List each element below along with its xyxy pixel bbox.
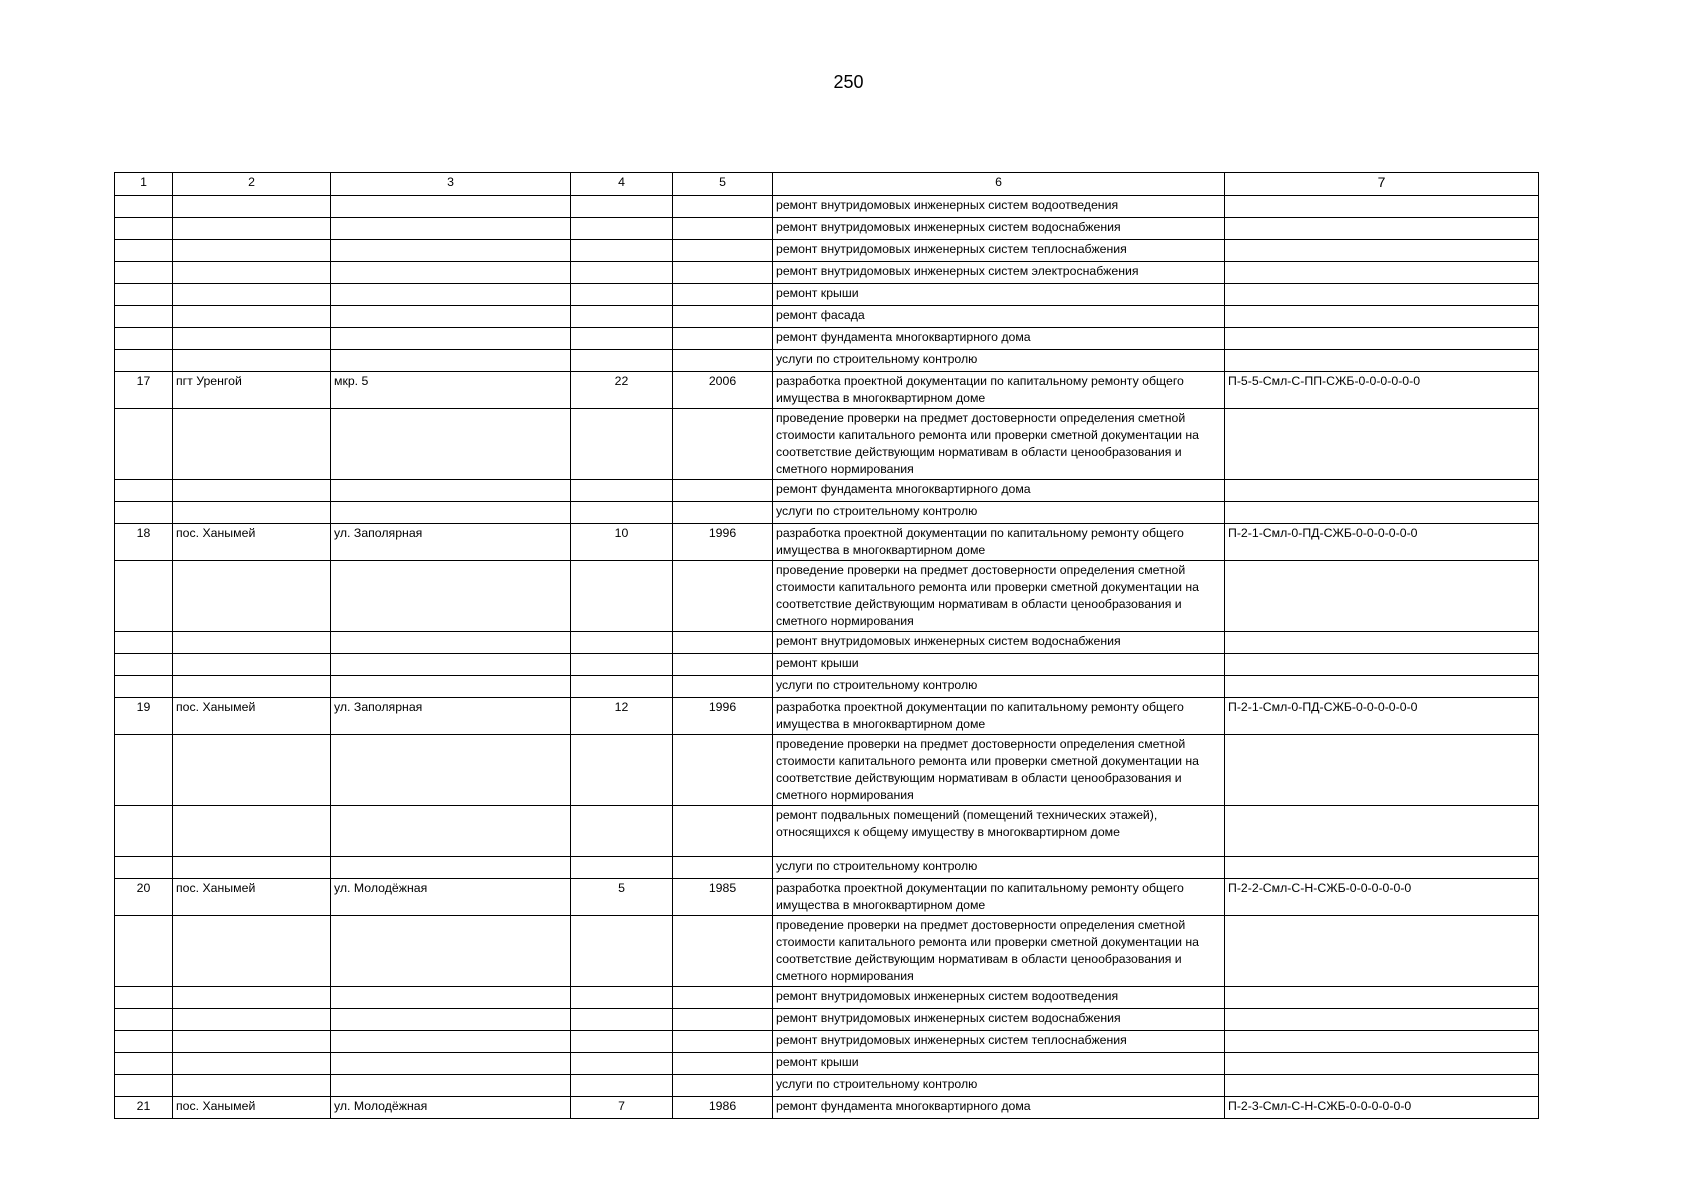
row-number-cell: 20 [115,879,173,916]
year-cell [673,502,773,524]
house-number-cell [571,1053,673,1075]
work-type-cell: ремонт внутридомовых инженерных систем водоснабжения [773,218,1225,240]
table-row [115,857,1539,879]
year-cell [673,218,773,240]
settlement-cell [173,1053,331,1075]
house-number-cell [571,262,673,284]
table-row [115,561,1539,632]
settlement-cell [173,502,331,524]
code-cell [1225,262,1539,284]
row-number-cell [115,857,173,879]
work-type-cell: ремонт внутридомовых инженерных систем водоснабжения [773,632,1225,654]
column-header-3: 3 [331,173,571,196]
repair-table [114,172,1539,1119]
year-cell [673,306,773,328]
year-cell [673,916,773,987]
table-row [115,480,1539,502]
year-cell: 1986 [673,1097,773,1119]
street-cell: ул. Молодёжная [331,1097,571,1119]
house-number-cell [571,654,673,676]
table-row [115,654,1539,676]
code-cell [1225,328,1539,350]
table-row [115,350,1539,372]
row-number-cell [115,1075,173,1097]
code-cell [1225,735,1539,806]
street-cell [331,987,571,1009]
street-cell [331,1031,571,1053]
code-cell [1225,1009,1539,1031]
settlement-cell [173,857,331,879]
year-cell [673,632,773,654]
code-cell [1225,857,1539,879]
code-cell: П-2-1-Смл-0-ПД-СЖБ-0-0-0-0-0-0 [1225,524,1539,561]
code-cell [1225,632,1539,654]
year-cell [673,350,773,372]
settlement-cell: пос. Ханымей [173,524,331,561]
table-row [115,698,1539,735]
work-type-cell: разработка проектной документации по капитальному ремонту общего имущества в многоквартирном доме [773,372,1225,409]
year-cell [673,1031,773,1053]
house-number-cell: 22 [571,372,673,409]
settlement-cell [173,561,331,632]
settlement-cell [173,632,331,654]
table-row [115,1031,1539,1053]
table-row [115,1097,1539,1119]
table-row [115,1053,1539,1075]
page-number: 250 [833,72,864,92]
code-cell [1225,409,1539,480]
work-type-cell: разработка проектной документации по капитальному ремонту общего имущества в многоквартирном доме [773,879,1225,916]
table-row [115,306,1539,328]
settlement-cell [173,350,331,372]
code-cell: П-2-3-Смл-С-Н-СЖБ-0-0-0-0-0-0 [1225,1097,1539,1119]
work-type-cell: проведение проверки на предмет достоверности определения сметной стоимости капитального ремонта или проверки сметной документации на соответствие действующим нормативам в области ценообразования и сметного нормирования [773,916,1225,987]
house-number-cell [571,987,673,1009]
street-cell: мкр. 5 [331,372,571,409]
street-cell [331,654,571,676]
street-cell [331,857,571,879]
house-number-cell [571,306,673,328]
settlement-cell [173,328,331,350]
house-number-cell [571,632,673,654]
house-number-cell: 7 [571,1097,673,1119]
year-cell [673,987,773,1009]
work-type-cell: ремонт крыши [773,1053,1225,1075]
code-cell [1225,480,1539,502]
table-row [115,372,1539,409]
year-cell [673,262,773,284]
row-number-cell [115,676,173,698]
work-type-cell: проведение проверки на предмет достоверности определения сметной стоимости капитального ремонта или проверки сметной документации на соответствие действующим нормативам в области ценообразования и сметного нормирования [773,735,1225,806]
year-cell [673,1009,773,1031]
table-row [115,1009,1539,1031]
house-number-cell: 10 [571,524,673,561]
year-cell [673,328,773,350]
row-number-cell [115,196,173,218]
code-cell [1225,502,1539,524]
row-number-cell: 17 [115,372,173,409]
street-cell [331,1009,571,1031]
row-number-cell [115,632,173,654]
year-cell [673,857,773,879]
code-cell [1225,284,1539,306]
code-cell [1225,1031,1539,1053]
row-number-cell [115,735,173,806]
year-cell [673,284,773,306]
settlement-cell [173,284,331,306]
table-row [115,806,1539,857]
settlement-cell [173,987,331,1009]
house-number-cell [571,218,673,240]
row-number-cell [115,654,173,676]
column-header-4: 4 [571,173,673,196]
house-number-cell [571,857,673,879]
column-header-7: 7 [1225,173,1539,196]
work-type-cell: услуги по строительному контролю [773,1075,1225,1097]
house-number-cell [571,196,673,218]
table-row [115,916,1539,987]
year-cell [673,196,773,218]
code-cell [1225,350,1539,372]
house-number-cell: 12 [571,698,673,735]
house-number-cell [571,561,673,632]
work-type-cell: разработка проектной документации по капитальному ремонту общего имущества в многоквартирном доме [773,698,1225,735]
house-number-cell [571,1031,673,1053]
work-type-cell: услуги по строительному контролю [773,857,1225,879]
house-number-cell [571,1075,673,1097]
work-type-cell: ремонт внутридомовых инженерных систем водоотведения [773,987,1225,1009]
year-cell [673,1075,773,1097]
settlement-cell: пос. Ханымей [173,698,331,735]
settlement-cell: пос. Ханымей [173,1097,331,1119]
code-cell: П-2-2-Смл-С-Н-СЖБ-0-0-0-0-0-0 [1225,879,1539,916]
code-cell [1225,987,1539,1009]
year-cell [673,1053,773,1075]
house-number-cell [571,284,673,306]
street-cell [331,240,571,262]
header-row [115,173,1539,196]
year-cell [673,654,773,676]
house-number-cell [571,916,673,987]
work-type-cell: проведение проверки на предмет достоверности определения сметной стоимости капитального ремонта или проверки сметной документации на соответствие действующим нормативам в области ценообразования и сметного нормирования [773,409,1225,480]
street-cell: ул. Заполярная [331,524,571,561]
settlement-cell [173,1075,331,1097]
street-cell [331,480,571,502]
settlement-cell [173,1031,331,1053]
year-cell [673,735,773,806]
year-cell [673,480,773,502]
table-row [115,284,1539,306]
work-type-cell: услуги по строительному контролю [773,350,1225,372]
row-number-cell [115,987,173,1009]
street-cell [331,350,571,372]
house-number-cell [571,350,673,372]
settlement-cell [173,916,331,987]
row-number-cell [115,1031,173,1053]
row-number-cell [115,1053,173,1075]
street-cell [331,284,571,306]
code-cell [1225,676,1539,698]
table-row [115,262,1539,284]
code-cell [1225,654,1539,676]
street-cell [331,916,571,987]
row-number-cell [115,240,173,262]
work-type-cell: ремонт внутридомовых инженерных систем водоотведения [773,196,1225,218]
row-number-cell [115,284,173,306]
row-number-cell [115,262,173,284]
street-cell [331,409,571,480]
settlement-cell [173,196,331,218]
settlement-cell [173,735,331,806]
street-cell [331,218,571,240]
house-number-cell [571,240,673,262]
house-number-cell [571,328,673,350]
house-number-cell [571,502,673,524]
house-number-cell [571,409,673,480]
work-type-cell: услуги по строительному контролю [773,502,1225,524]
code-cell: П-2-1-Смл-0-ПД-СЖБ-0-0-0-0-0-0 [1225,698,1539,735]
street-cell [331,502,571,524]
house-number-cell [571,806,673,857]
settlement-cell [173,409,331,480]
street-cell [331,196,571,218]
row-number-cell [115,561,173,632]
settlement-cell [173,218,331,240]
street-cell [331,561,571,632]
year-cell [673,409,773,480]
row-number-cell: 18 [115,524,173,561]
work-type-cell: ремонт фасада [773,306,1225,328]
table-row [115,735,1539,806]
work-type-cell: ремонт фундамента многоквартирного дома [773,480,1225,502]
work-type-cell: ремонт внутридомовых инженерных систем водоснабжения [773,1009,1225,1031]
settlement-cell [173,480,331,502]
row-number-cell [115,328,173,350]
settlement-cell [173,806,331,857]
code-cell [1225,1053,1539,1075]
table-row [115,240,1539,262]
table-row [115,987,1539,1009]
code-cell [1225,196,1539,218]
column-header-5: 5 [673,173,773,196]
row-number-cell [115,480,173,502]
street-cell: ул. Молодёжная [331,879,571,916]
year-cell [673,240,773,262]
house-number-cell [571,1009,673,1031]
table-row [115,879,1539,916]
year-cell: 1996 [673,698,773,735]
row-number-cell [115,806,173,857]
house-number-cell: 5 [571,879,673,916]
settlement-cell [173,1009,331,1031]
code-cell: П-5-5-Смл-С-ПП-СЖБ-0-0-0-0-0-0 [1225,372,1539,409]
street-cell [331,1053,571,1075]
work-type-cell: ремонт крыши [773,654,1225,676]
table-row [115,524,1539,561]
row-number-cell [115,1009,173,1031]
street-cell [331,806,571,857]
row-number-cell [115,502,173,524]
code-cell [1225,806,1539,857]
settlement-cell [173,654,331,676]
row-number-cell: 21 [115,1097,173,1119]
code-cell [1225,561,1539,632]
table-row [115,196,1539,218]
house-number-cell [571,676,673,698]
table-row [115,502,1539,524]
work-type-cell: разработка проектной документации по капитальному ремонту общего имущества в многоквартирном доме [773,524,1225,561]
row-number-cell [115,350,173,372]
code-cell [1225,240,1539,262]
settlement-cell: пгт Уренгой [173,372,331,409]
code-cell [1225,218,1539,240]
street-cell [331,676,571,698]
year-cell: 1985 [673,879,773,916]
settlement-cell [173,676,331,698]
row-number-cell [115,306,173,328]
column-header-1: 1 [115,173,173,196]
year-cell [673,806,773,857]
street-cell [331,632,571,654]
street-cell [331,735,571,806]
table-row [115,409,1539,480]
row-number-cell [115,916,173,987]
work-type-cell: услуги по строительному контролю [773,676,1225,698]
column-header-2: 2 [173,173,331,196]
code-cell [1225,306,1539,328]
work-type-cell: ремонт внутридомовых инженерных систем теплоснабжения [773,1031,1225,1053]
year-cell [673,561,773,632]
settlement-cell [173,262,331,284]
row-number-cell [115,218,173,240]
row-number-cell: 19 [115,698,173,735]
work-type-cell: ремонт фундамента многоквартирного дома [773,1097,1225,1119]
year-cell: 1996 [673,524,773,561]
row-number-cell [115,409,173,480]
table-row [115,632,1539,654]
settlement-cell: пос. Ханымей [173,879,331,916]
street-cell [331,306,571,328]
work-type-cell: ремонт внутридомовых инженерных систем теплоснабжения [773,240,1225,262]
settlement-cell [173,306,331,328]
code-cell [1225,916,1539,987]
work-type-cell: ремонт подвальных помещений (помещений технических этажей), относящихся к общему имуществу в многоквартирном доме [773,806,1225,857]
work-type-cell: проведение проверки на предмет достоверности определения сметной стоимости капитального ремонта или проверки сметной документации на соответствие действующим нормативам в области ценообразования и сметного нормирования [773,561,1225,632]
work-type-cell: ремонт крыши [773,284,1225,306]
code-cell [1225,1075,1539,1097]
table-row [115,218,1539,240]
house-number-cell [571,735,673,806]
street-cell [331,328,571,350]
year-cell: 2006 [673,372,773,409]
house-number-cell [571,480,673,502]
work-type-cell: ремонт внутридомовых инженерных систем электроснабжения [773,262,1225,284]
street-cell: ул. Заполярная [331,698,571,735]
table-row [115,676,1539,698]
year-cell [673,676,773,698]
settlement-cell [173,240,331,262]
street-cell [331,1075,571,1097]
street-cell [331,262,571,284]
table-row [115,1075,1539,1097]
column-header-6: 6 [773,173,1225,196]
table-row [115,328,1539,350]
work-type-cell: ремонт фундамента многоквартирного дома [773,328,1225,350]
